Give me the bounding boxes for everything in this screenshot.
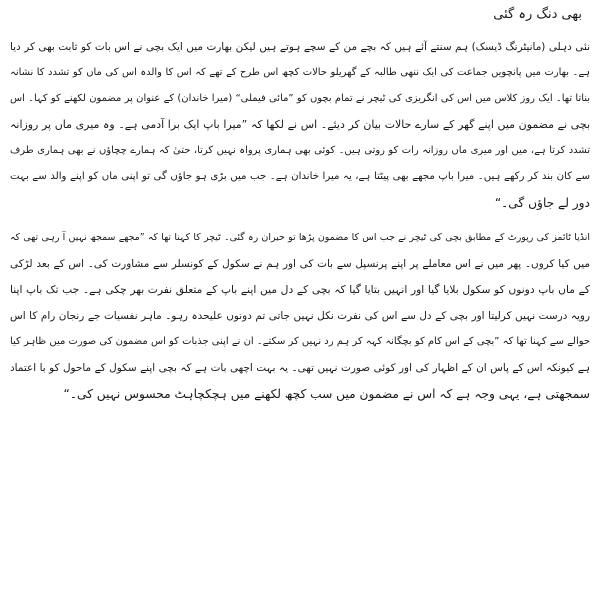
paragraph-line: ہے۔ بھارت میں پانچویں جماعت کی ایک ننھی طالبہ کے گھریلو حالات کچھ اس طرح کے تھے کہ اس کا والدہ اس کی ماں کو تشدد کا نشانہ: [10, 67, 590, 78]
article-headline-fragment: بھی دنگ رہ گئی: [493, 7, 582, 22]
paragraph-line: حوالے سے کہنا تھا کہ ”بچی کے اس کام کو بچگانہ کہہ کر ہم رد نہیں کر سکتے۔ ان نے اپنی جذبات کو اس مضمون کی صورت میں ظاہر کیا: [10, 336, 590, 347]
paragraph-line: بچی نے مضمون میں اپنے گھر کے سارے حالات بیان کر دیئے۔ اس نے لکھا کہ ”میرا باپ ایک برا آدمی ہے۔ وہ میری ماں پر روزانہ: [10, 118, 590, 131]
paragraph-line: بناتا تھا۔ ایک روز کلاس میں اس کی انگریزی کی ٹیچر نے تمام بچوں کو ”مائی فیملی“ (میرا خاندان) کے عنوان پر مضمون لکھنے کو کہا۔ اس: [10, 93, 590, 104]
paragraph-line: سمجھتی ہے، یہی وجہ ہے کہ اس نے مضمون میں سب کچھ لکھنے میں ہچکچاہٹ محسوس نہیں کی۔“: [63, 387, 590, 401]
paragraph-line: سے کان بند کر رکھے ہیں۔ میرا باپ مجھے بھی پیٹتا ہے، یہ میرا خاندان ہے۔ جب میں بڑی ہو جاؤں گی تو اپنی ماں کو اپنے والد سے بہت: [10, 171, 590, 182]
paragraph-line: میں کیا کروں۔ پھر میں نے اس معاملے پر اپنے پرنسپل سے بات کی اور ہم نے سکول کے کونسلر سے مشاورت کی۔ اس کے بعد لڑکی: [10, 258, 590, 270]
paragraph-line: کے ماں باپ دونوں کو سکول بلایا گیا اور انہیں بتایا گیا کہ بچی کے دل میں اپنے باپ کے متعلق نفرت بھر چکی ہے۔ جب تک باپ اپنا: [10, 283, 590, 296]
paragraph-line: تشدد کرتا ہے، میں اور میری ماں روزانہ رات کو روتی ہیں۔ کوئی بھی ہماری پرواہ نہیں کرتا، حتیٰ کہ ہمارے چچاؤں نے بھی ہماری طرف: [10, 145, 590, 156]
article-paragraph-2: [10, 225, 590, 407]
paragraph-line: دور لے جاؤں گی۔“: [494, 196, 590, 210]
article-paragraph-1: [10, 34, 590, 216]
paragraph-line: انڈیا ٹائمز کی رپورٹ کے مطابق بچی کی ٹیچر نے جب اس کا مضمون پڑھا تو حیران رہ گئی۔ ٹیچر کا کہنا تھا کہ ”مجھے سمجھ نہیں آ رہی تھی کہ: [10, 232, 590, 243]
paragraph-line: رویہ درست نہیں کرلیتا اور بچی کے دل سے اس کی نفرت نکل نہیں جاتی تم دونوں علیحدہ رہو۔ ماہر نفسیات جے رنجان رام کا اس: [10, 310, 590, 322]
paragraph-line: نئی دہلی (مانیٹرنگ ڈیسک) ہم سنتے آئے ہیں کہ بچے من کے سچے ہوتے ہیں لیکن بھارت میں ایک بچی نے اس بات کو ثابت بھی کر دیا: [10, 41, 590, 53]
paragraph-line: ہے کیونکہ اس کے پاس ان کے اظہار کی اور کوئی صورت نہیں تھی۔ یہ بہت اچھی بات ہے کہ بچی اپنے سکول کے ماحول کو با اعتماد: [10, 362, 590, 374]
